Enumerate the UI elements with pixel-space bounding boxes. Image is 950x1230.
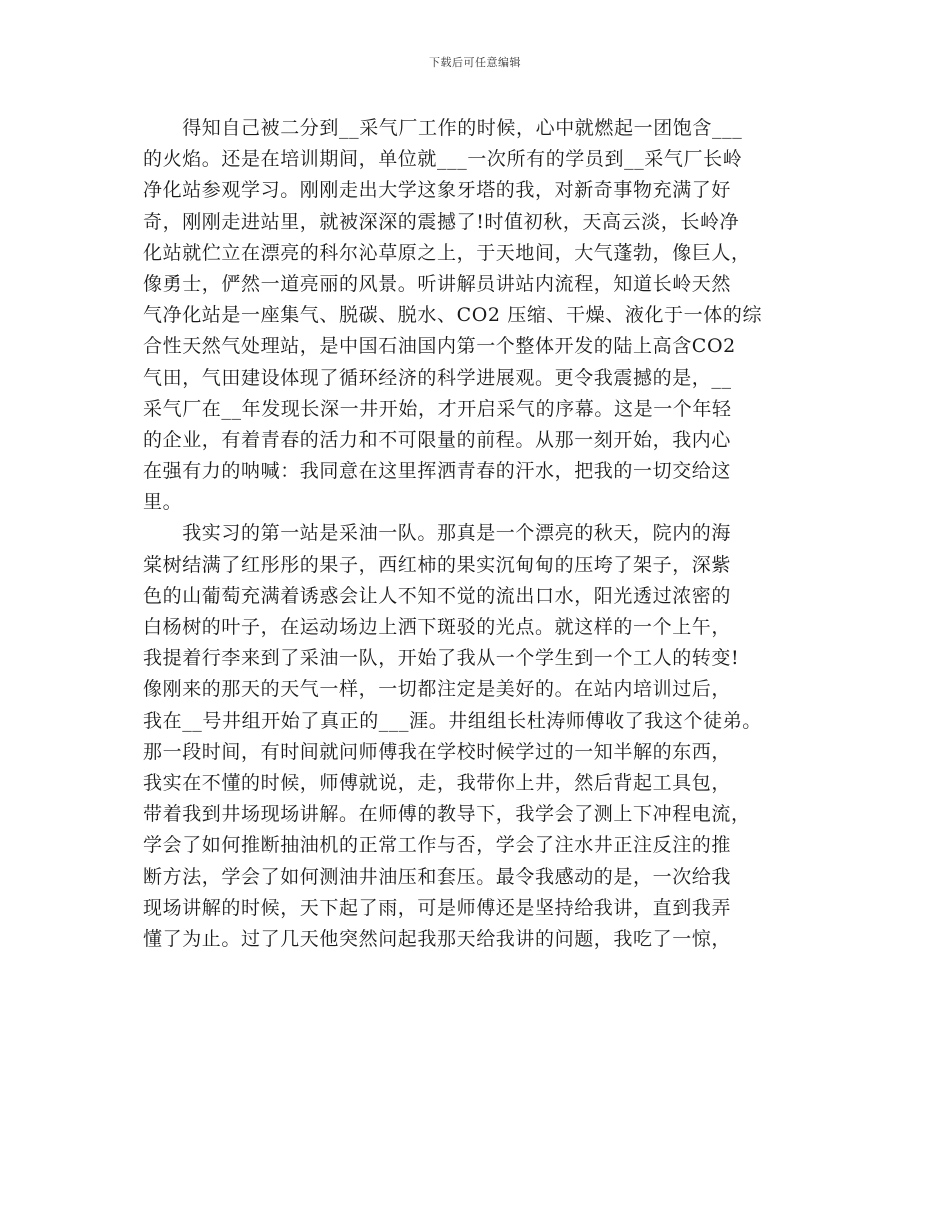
text-line: 里。 — [143, 491, 183, 514]
text-line: 现场讲解的时候，天下起了雨，可是师傅还是坚持给我讲，直到我弄 — [143, 896, 732, 919]
text-line: 我实在不懂的时候，师傅就说，走，我带你上井，然后背起工具包， — [143, 771, 732, 794]
text-line: 的火焰。还是在培训期间，单位就___一次所有的学员到__采气厂长岭 — [143, 148, 743, 171]
text-line: 奇，刚刚走进站里，就被深深的震撼了!时值初秋，天高云淡，长岭净 — [143, 210, 740, 233]
text-line: 我提着行李来到了采油一队，开始了我从一个学生到一个工人的转变! — [143, 647, 740, 670]
document-body — [143, 113, 823, 955]
text-line: 化站就伫立在漂亮的科尔沁草原之上，于天地间，大气蓬勃，像巨人， — [143, 241, 751, 264]
text-line: 气田，气田建设体现了循环经济的科学进展观。更令我震撼的是，__ — [143, 366, 732, 389]
text-line: 采气厂在__年发现长深一井开始，才开启采气的序幕。这是一个年轻 — [143, 397, 732, 420]
text-line: 白杨树的叶子，在运动场边上洒下斑驳的光点。就这样的一个上午， — [143, 616, 732, 638]
text-line: 棠树结满了红彤彤的果子，西红柿的果实沉甸甸的压垮了架子，深紫 — [143, 553, 732, 576]
text-line: 在强有力的呐喊：我同意在这里挥洒青春的汗水，把我的一切交给这 — [143, 460, 732, 483]
text-line: 净化站参观学习。刚刚走出大学这象牙塔的我，对新奇事物充满了好 — [143, 179, 732, 202]
text-line: 带着我到井场现场讲解。在师傅的教导下，我学会了测上下冲程电流， — [143, 803, 751, 826]
text-line: 得知自己被二分到__采气厂工作的时候，心中就燃起一团饱含___ — [143, 117, 743, 139]
text-line: 的企业，有着青春的活力和不可限量的前程。从那一刻开始，我内心 — [143, 428, 732, 451]
text-line: 我实习的第一站是采油一队。那真是一个漂亮的秋天，院内的海 — [143, 522, 732, 545]
text-line: 气净化站是一座集气、脱碳、脱水、CO2 压缩、干燥、液化于一体的综 — [143, 304, 763, 327]
text-line: 学会了如何推断抽油机的正常工作与否，学会了注水井正注反注的推 — [143, 834, 732, 857]
text-line: 懂了为止。过了几天他突然问起我那天给我讲的问题，我吃了一惊， — [143, 927, 732, 950]
page-header: 下载后可任意编辑 — [429, 56, 521, 69]
text-line: 断方法，学会了如何测油井油压和套压。最令我感动的是，一次给我 — [143, 865, 732, 888]
text-line: 合性天然气处理站，是中国石油国内第一个整体开发的陆上高含CO2 — [143, 335, 736, 358]
text-line: 像勇士，俨然一道亮丽的风景。听讲解员讲站内流程，知道长岭天然 — [143, 272, 732, 295]
text-line: 色的山葡萄充满着诱惑会让人不知不觉的流出口水，阳光透过浓密的 — [143, 584, 732, 607]
text-line: 那一段时间，有时间就问师傅我在学校时候学过的一知半解的东西， — [143, 740, 732, 763]
text-line: 我在__号井组开始了真正的___涯。井组组长杜涛师傅收了我这个徒弟。 — [143, 709, 762, 732]
text-line: 像刚来的那天的天气一样，一切都注定是美好的。在站内培训过后， — [143, 678, 732, 701]
